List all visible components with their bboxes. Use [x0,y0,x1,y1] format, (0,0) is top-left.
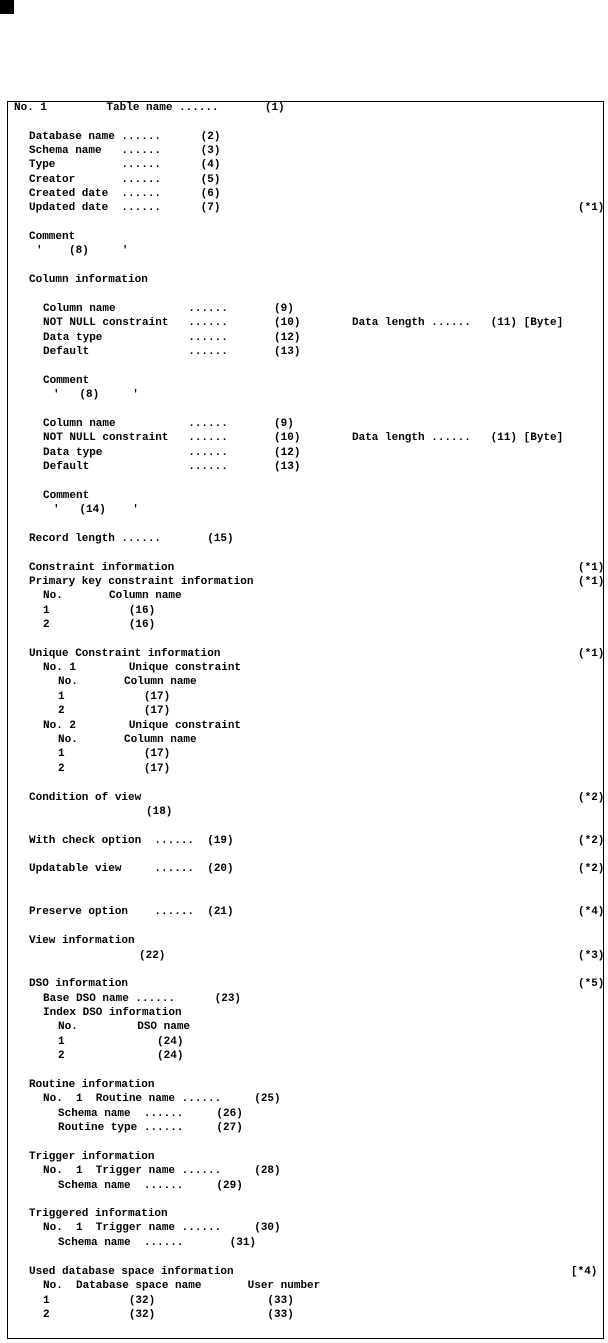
doc-line: ' (8) ' [53,389,139,401]
doc-line: Base DSO name ...... (23) [43,993,242,1005]
doc-line: (*1) [578,576,605,588]
doc-line: 2 (16) [43,619,156,631]
doc-line: 2 (32) (33) [43,1309,294,1321]
doc-line: Database name ...... (2) [29,131,221,143]
doc-line: Creator ...... (5) [29,174,221,186]
doc-line: Routine type ...... (27) [58,1122,243,1134]
doc-line: Schema name ...... (26) [58,1108,243,1120]
doc-line: NOT NULL constraint ...... (10) [43,432,301,444]
doc-line: (*3) [578,950,605,962]
doc-line: Data length ...... (11) [Byte] [352,432,564,444]
doc-line: 2 (17) [58,705,171,717]
doc-line: Default ...... (13) [43,346,301,358]
doc-line: No. Database space name User number [43,1280,321,1292]
doc-line: Used database space information [29,1266,234,1278]
doc-line: ' (14) ' [53,504,139,516]
corner-marker [0,0,14,14]
doc-line: Constraint information [29,562,175,574]
doc-line: (18) [146,806,173,818]
doc-line: Routine information [29,1079,155,1091]
doc-line: (*2) [578,792,605,804]
doc-line: DSO information [29,978,129,990]
doc-line: (*1) [578,202,605,214]
doc-line: NOT NULL constraint ...... (10) [43,317,301,329]
doc-line: Updatable view ...... (20) [29,863,234,875]
doc-line: Primary key constraint information [29,576,254,588]
doc-line: Column name ...... (9) [43,418,294,430]
doc-line: No. 1 Trigger name ...... (30) [43,1222,281,1234]
doc-line: Column name ...... (9) [43,303,294,315]
doc-line: With check option ...... (19) [29,835,234,847]
doc-line: 1 (17) [58,691,171,703]
doc-line: Type ...... (4) [29,159,221,171]
doc-line: (*5) [578,978,605,990]
doc-line: Comment [29,231,76,243]
doc-line: Column information [29,274,148,286]
doc-line: Default ...... (13) [43,461,301,473]
doc-line: Triggered information [29,1208,168,1220]
doc-line: Updated date ...... (7) [29,202,221,214]
doc-line: Record length ...... (15) [29,533,234,545]
doc-line: Index DSO information [43,1007,182,1019]
doc-line: No. DSO name [58,1021,191,1033]
doc-line: Data type ...... (12) [43,332,301,344]
doc-line: (*4) [578,906,605,918]
doc-line: Created date ...... (6) [29,188,221,200]
doc-line: No. 1 Table name ...... (1) [14,102,285,114]
doc-line: Schema name ...... (3) [29,145,221,157]
doc-line: Comment [43,490,90,502]
doc-line: Data length ...... (11) [Byte] [352,317,564,329]
doc-line: Unique Constraint information [29,648,221,660]
doc-line: Comment [43,375,90,387]
doc-line: No. 1 Routine name ...... (25) [43,1093,281,1105]
doc-line: View information [29,935,135,947]
doc-line: (*2) [578,835,605,847]
doc-line: 1 (16) [43,605,156,617]
doc-line: No. 2 Unique constraint [43,720,242,732]
doc-line: (*2) [578,863,605,875]
doc-line: 2 (17) [58,763,171,775]
doc-line: Trigger information [29,1151,155,1163]
doc-line: Preserve option ...... (21) [29,906,234,918]
doc-line: Data type ...... (12) [43,447,301,459]
doc-line: [*4) [571,1266,598,1278]
doc-line: (*1) [578,562,605,574]
doc-line: No. 1 Unique constraint [43,662,242,674]
doc-line: Schema name ...... (29) [58,1180,243,1192]
doc-line: (22) [139,950,166,962]
doc-line: 1 (17) [58,748,171,760]
doc-line: (*1) [578,648,605,660]
doc-line: ' (8) ' [36,245,129,257]
doc-line: 1 (32) (33) [43,1295,294,1307]
doc-line: No. Column name [43,590,182,602]
doc-line: No. Column name [58,734,197,746]
doc-line: 1 (24) [58,1036,184,1048]
doc-line: No. Column name [58,676,197,688]
doc-line: Schema name ...... (31) [58,1237,257,1249]
doc-line: 2 (24) [58,1050,184,1062]
doc-line: No. 1 Trigger name ...... (28) [43,1165,281,1177]
doc-line: Condition of view [29,792,142,804]
